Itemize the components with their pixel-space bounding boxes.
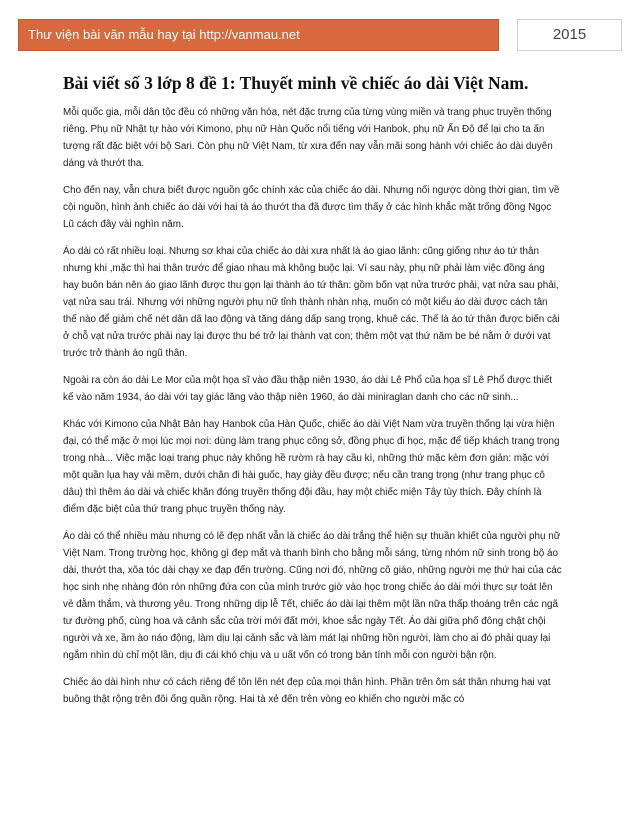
site-banner <box>18 19 499 51</box>
article-title: Bài viết số 3 lớp 8 đề 1: Thuyết minh về chiếc áo dài Việt Nam. <box>63 73 529 93</box>
year-label: 2015 <box>552 26 587 43</box>
page-header <box>18 19 622 51</box>
paragraph-7: Chiếc áo dài hình như có cách riêng để tôn lên nét đẹp của mọi thân hình. Phần trên ôm sát thân nhưng hai vạt buông thật rộng trên đôi ống quần rộng. Hai tà xẻ đến trên vòng eo khiến cho người mặc có <box>63 677 551 705</box>
paragraph-6: Áo dài có thể nhiều màu nhưng có lẽ đẹp nhất vẫn là chiếc áo dài trắng thể hiện sự thuần khiết của người phụ nữ Việt Nam. Trong trường học, không gì đẹp mắt và thanh bình cho bằng mỗi sáng, từng nhóm nữ sinh trong bộ áo dài, thướt tha, xõa tóc dài chạy xe đạp đến trường. Cũng nơi đó, những cô giáo, những người mẹ thứ hai của các học sinh nhẹ nhàng đón rón những đứa con của mình trước giờ vào học trong chiếc áo dài mới thực sự toát lên vẻ đằm thắm, và thương yêu. Trong những dịp lễ Tết, chiếc áo dài lại thêm một lần nữa thấp thoáng trên các ngã tư đường phố, cùng hoa và cảnh sắc của trời mới đất mới, khoe sắc ngày Tết. Áo dài giữa phố đông chật chội người và xe, ầm ào náo động, làm dịu lại cảnh sắc và làm mát lại những hồn người, làm cho ai đó phải quay lại ngắm nhìn dù chỉ một lần, dịu đi cái khó chịu và u uất vốn có trong bản tính mỗi con người bận rộn. <box>63 531 562 661</box>
site-banner-text: Thư viện bài văn mẫu hay tại http://vanmau.net <box>28 27 300 42</box>
paragraph-5: Khác với Kimono của Nhật Bản hay Hanbok của Hàn Quốc, chiếc áo dài Việt Nam vừa truyền thống lại vừa hiện đại, có thể mặc ở mọi lúc mọi nơi: dùng làm trang phục công sở, đồng phục đi học, mặc để tiếp khách trang trọng trong nhà... Việc mặc loại trang phục này không hề rườm rà hay cầu kì, những thứ mặc kèm đơn giản: mặc với một quần lụa hay vải mềm, dưới chân đi hài guốc, hay giày đều được; nếu cần trang trọng (như trang phục cô dâu) thì thêm áo dài và chiếc khăn đóng truyền thống đội đầu, hay một chiếc miện Tây tùy thích. Đây chính là điểm đặc biệt của thứ trang phục truyền thống này. <box>63 419 560 515</box>
paragraph-3: Áo dài có rất nhiều loại. Nhưng sơ khai của chiếc áo dài xưa nhất là áo giao lãnh: cũng giống như áo tứ thân nhưng khi ,mặc thì hai thân trước để giao nhau mà không buộc lại. Vì sau này, phụ nữ phải làm việc đồng áng hay buôn bán nên áo giao lãnh được thu gọn lại thành áo tứ thân: gồm bốn vạt nửa trước phải, vạt nửa sau phải, vạt nửa sau trái. Nhưng với những người phụ nữ tỉnh thành nhàn nhạ, muốn có một kiểu áo dài được cách tân thế nào để giảm chế nét dân dã lao động và tăng dáng dấp sang trọng, khuê các. Thế là áo tứ thân được biến cải ở chỗ vạt nửa trước phải nay lại được thu bé trở lại thành vạt con; thêm một vạt thứ năm be bé nằm ở dưới vạt trước trở thành áo ngũ thân. <box>63 246 560 359</box>
paragraph-4: Ngoài ra còn áo dài Le Mor của một họa sĩ vào đầu thập niên 1930, áo dài Lê Phổ của họa sĩ Lê Phổ được thiết kế vào năm 1934, áo dài với tay giác lăng vào thập niên 1960, áo dài miniraglan danh cho các nữ sinh... <box>63 375 553 403</box>
paragraph-2: Cho đến nay, vẫn chưa biết được nguồn gốc chính xác của chiếc áo dài. Nhưng nối ngược dòng thời gian, tìm về cội nguồn, hình ảnh chiếc áo dài với hai tà áo thướt tha đã được tìm thấy ở các hình khắc mặt trống đồng Ngọc Lũ cách đây vài nghìn năm. <box>63 185 560 230</box>
year-box <box>517 19 622 51</box>
paragraph-1: Mỗi quốc gia, mỗi dân tộc đều có những văn hóa, nét đặc trưng của từng vùng miền và trang phục truyền thống riêng. Phụ nữ Nhật tự hào với Kimono, phụ nữ Hàn Quốc nổi tiếng với Hanbok, phụ nữ Ấn Độ để lại cho ta ấn tượng rất đặc biệt với bộ Sari. Còn phụ nữ Việt Nam, từ xưa đến nay vẫn mãi song hành với chiếc áo dài duyên dáng và thướt tha. <box>63 107 553 169</box>
article <box>63 72 563 718</box>
